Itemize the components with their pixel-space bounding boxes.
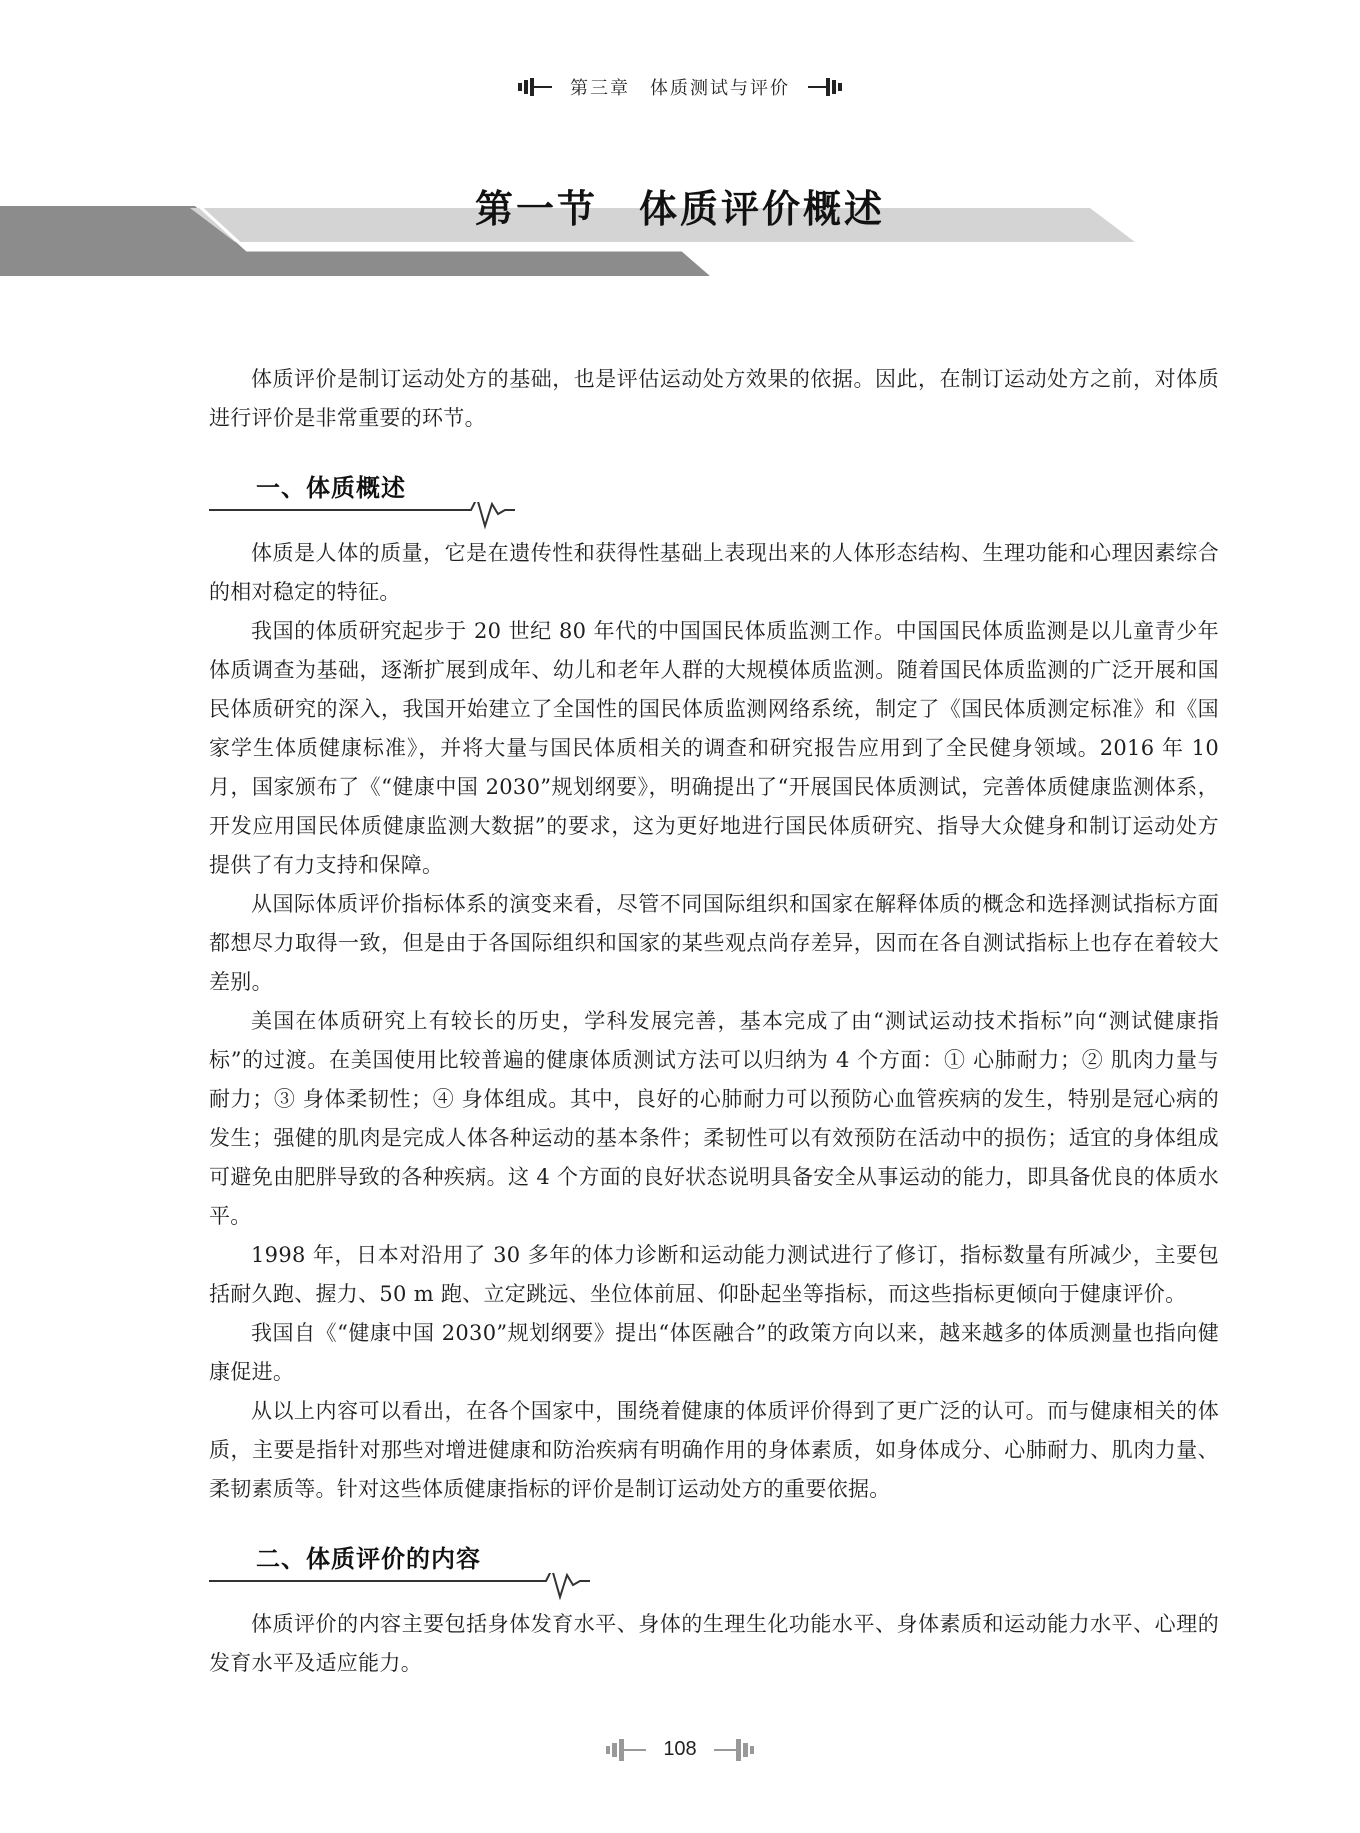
heartbeat-underline-icon [209,502,529,532]
page-footer [0,1738,1360,1761]
intro-paragraph: 体质评价是制订运动处方的基础，也是评估运动处方效果的依据。因此，在制订运动处方之前，对体质进行评价是非常重要的环节。 [209,367,1219,430]
paragraph: 体质是人体的质量，它是在遗传性和获得性基础上表现出来的人体形态结构、生理功能和心理因素综合的相对稳定的特征。 [209,541,1219,604]
subsection-heading-text: 一、体质概述 [256,474,406,502]
paragraph: 1998 年，日本对沿用了 30 多年的体力诊断和运动能力测试进行了修订，指标数量有所减少，主要包括耐久跑、握力、50 m 跑、立定跳远、坐位体前屈、仰卧起坐等指标，而这些指标更倾向于健康评价。 [209,1243,1219,1306]
dumbbell-icon [714,1739,754,1761]
heartbeat-underline-icon [209,1573,609,1603]
subsection-heading-text: 二、体质评价的内容 [256,1545,481,1573]
section-title: 第一节 体质评价概述 [474,186,885,231]
paragraph: 体质评价的内容主要包括身体发育水平、身体的生理生化功能水平、身体素质和运动能力水平、心理的发育水平及适应能力。 [209,1612,1219,1675]
running-header [0,74,1360,100]
paragraph: 我国的体质研究起步于 20 世纪 80 年代的中国国民体质监测工作。中国国民体质监测是以儿童青少年体质调查为基础，逐渐扩展到成年、幼儿和老年人群的大规模体质监测。随着国民体质监测的广泛开展和国民体质研究的深入，我国开始建立了全国性的国民体质监测网络系统，制定了《国民体质测定标准》和《国家学生体质健康标准》，并将大量与国民体质相关的调查和研究报告应用到了全民健身领域。2016 年 10 月，国家颁布了《“健康中国 2030”规划纲要》，明确提出了“开展国民体质测试，完善体质健康监测体系，开发应用国民体质健康监测大数据”的要求，这为更好地进行国民体质研究、指导大众健身和制订运动处方提供了有力支持和保障。 [209,619,1219,877]
dumbbell-icon [518,78,552,96]
chapter-running-title: 第三章 体质测试与评价 [570,78,790,99]
subsection-heading-1 [209,462,1219,520]
dumbbell-icon [808,78,842,96]
page-number: 108 [663,1738,697,1761]
dumbbell-icon [606,1739,646,1761]
paragraph: 从国际体质评价指标体系的演变来看，尽管不同国际组织和国家在解释体质的概念和选择测试指标方面都想尽力取得一致，但是由于各国际组织和国家的某些观点尚存差异，因而在各自测试指标上也存在着较大差别。 [209,892,1219,994]
paragraph: 我国自《“健康中国 2030”规划纲要》提出“体医融合”的政策方向以来，越来越多的体质测量也指向健康促进。 [209,1321,1219,1384]
page-content [209,360,1219,1683]
subsection-heading-2 [209,1533,1219,1591]
paragraph: 美国在体质研究上有较长的历史，学科发展完善，基本完成了由“测试运动技术指标”向“测试健康指标”的过渡。在美国使用比较普遍的健康体质测试方法可以归纳为 4 个方面：① 心肺耐力；② 肌肉力量与耐力；③ 身体柔韧性；④ 身体组成。其中，良好的心肺耐力可以预防心血管疾病的发生，特别是冠心病的发生；强健的肌肉是完成人体各种运动的基本条件；柔韧性可以有效预防在活动中的损伤；适宜的身体组成可避免由肥胖导致的各种疾病。这 4 个方面的良好状态说明具备安全从事运动的能力，即具备优良的体质水平。 [209,1009,1219,1228]
paragraph: 从以上内容可以看出，在各个国家中，围绕着健康的体质评价得到了更广泛的认可。而与健康相关的体质，主要是指针对那些对增进健康和防治疾病有明确作用的身体素质，如身体成分、心肺耐力、肌肉力量、柔韧素质等。针对这些体质健康指标的评价是制订运动处方的重要依据。 [209,1399,1219,1501]
